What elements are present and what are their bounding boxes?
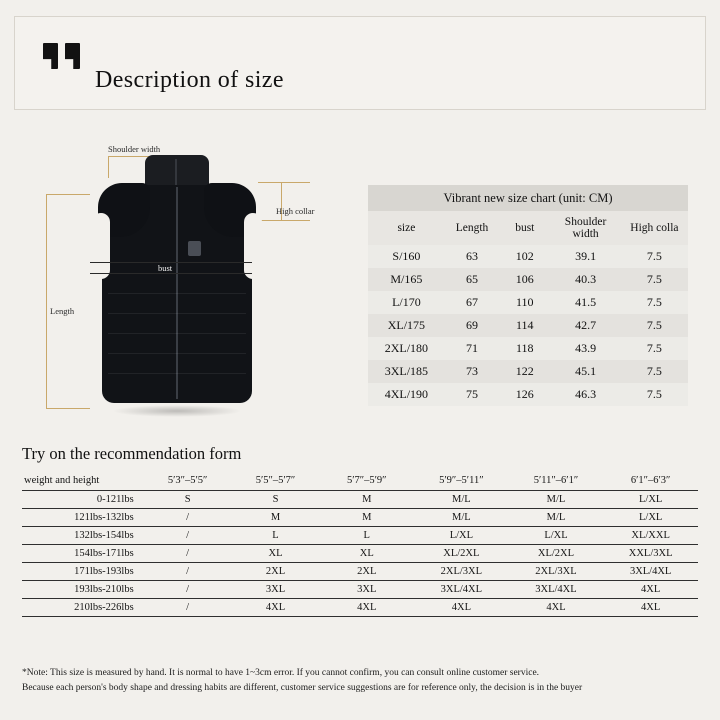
cell-size: 2XL/3XL (509, 563, 604, 581)
cell-shoulder: 43.9 (575, 341, 597, 356)
size-chart-col-shoulder-width: Shoulder width (550, 211, 620, 245)
size-chart-title: Vibrant new size chart (unit: CM) (368, 185, 688, 211)
cell-weight: 132lbs-154lbs (22, 527, 144, 545)
cell-size: M/L (414, 491, 509, 509)
size-chart-col-bust: bust (499, 211, 550, 245)
rec-col-4: 5′9″–5′11″ (414, 472, 509, 491)
table-row (22, 509, 698, 527)
cell-size: M (319, 509, 414, 527)
length-label: Length (50, 306, 75, 316)
cell-size: / (144, 599, 232, 617)
cell-size: L/XL (603, 491, 698, 509)
table-row (368, 314, 688, 337)
cell-collar: 7.5 (646, 249, 662, 264)
cell-length: 71 (465, 341, 478, 356)
length-line (46, 194, 47, 409)
cell-size: XXL/3XL (603, 545, 698, 563)
cell-length: 69 (465, 318, 478, 333)
cell-weight: 210lbs-226lbs (22, 599, 144, 617)
cell-weight: 154lbs-171lbs (22, 545, 144, 563)
table-row (22, 491, 698, 509)
size-chart (368, 185, 688, 406)
cell-size: 4XL (319, 599, 414, 617)
vest-quilt-line (108, 353, 246, 354)
recommendation-title: Try on the recommendation form (22, 444, 242, 463)
rec-col-6: 6′1″–6′3″ (603, 472, 698, 491)
cell-length: 63 (465, 249, 478, 264)
cell-collar: 7.5 (646, 295, 662, 310)
cell-shoulder: 46.3 (575, 387, 597, 402)
cell-collar: 7.5 (646, 387, 662, 402)
rec-col-weight-height: weight and height (22, 472, 144, 491)
vest-quilt-line (108, 313, 246, 314)
recommendation-table (22, 472, 698, 617)
cell-size: XL/175 (387, 318, 426, 333)
cell-size: 2XL (319, 563, 414, 581)
cell-length: 65 (465, 272, 478, 287)
cell-bust: 106 (515, 272, 534, 287)
cell-size: XL (232, 545, 320, 563)
cell-bust: 102 (515, 249, 534, 264)
cell-size: M (232, 509, 320, 527)
cell-size: M/L (509, 509, 604, 527)
rec-col-1: 5′3″–5′5″ (144, 472, 232, 491)
high-collar-line-bottom (258, 220, 310, 221)
cell-size: / (144, 509, 232, 527)
cell-size: 4XL (603, 581, 698, 599)
cell-length: 73 (465, 364, 478, 379)
cell-bust: 114 (516, 318, 534, 333)
cell-collar: 7.5 (646, 341, 662, 356)
rec-col-2: 5′5″–5′7″ (232, 472, 320, 491)
cell-size: 2XL/180 (384, 341, 429, 356)
vest-quilt-line (108, 373, 246, 374)
table-row (22, 581, 698, 599)
table-row (22, 527, 698, 545)
cell-weight: 0-121lbs (22, 491, 144, 509)
length-tick-top (46, 194, 90, 195)
vest-shadow (112, 405, 242, 417)
vest-quilt-line (108, 333, 246, 334)
cell-size: L/170 (392, 295, 421, 310)
cell-collar: 7.5 (646, 318, 662, 333)
cell-size: XL/2XL (414, 545, 509, 563)
cell-shoulder: 42.7 (575, 318, 597, 333)
cell-bust: 122 (515, 364, 534, 379)
shoulder-width-label: Shoulder width (108, 144, 161, 154)
cell-size: L/XL (603, 509, 698, 527)
notes-section (22, 666, 712, 695)
recommendation-header-row (22, 472, 698, 491)
size-chart-table (368, 211, 688, 406)
cell-shoulder: 40.3 (575, 272, 597, 287)
cell-bust: 126 (515, 387, 534, 402)
table-row (368, 337, 688, 360)
cell-size: 4XL (232, 599, 320, 617)
cell-bust: 110 (516, 295, 534, 310)
cell-size: S/160 (392, 249, 421, 264)
cell-size: XL (319, 545, 414, 563)
cell-weight: 171lbs-193lbs (22, 563, 144, 581)
cell-size: S (144, 491, 232, 509)
table-row (368, 360, 688, 383)
cell-shoulder: 45.1 (575, 364, 597, 379)
product-illustration (30, 130, 360, 430)
cell-collar: 7.5 (646, 272, 662, 287)
cell-size: 4XL/190 (384, 387, 429, 402)
cell-weight: 193lbs-210lbs (22, 581, 144, 599)
cell-size: L/XL (414, 527, 509, 545)
cell-size: 4XL (603, 599, 698, 617)
table-row (368, 291, 688, 314)
cell-size: L (319, 527, 414, 545)
cell-size: 3XL (232, 581, 320, 599)
bust-label: bust (158, 263, 173, 273)
rec-col-3: 5′7″–5′9″ (319, 472, 414, 491)
cell-collar: 7.5 (646, 364, 662, 379)
cell-size: L/XL (509, 527, 604, 545)
cell-size: M/165 (390, 272, 423, 287)
cell-size: 4XL (414, 599, 509, 617)
cell-size: 3XL/185 (384, 364, 429, 379)
table-row (368, 383, 688, 406)
cell-shoulder: 41.5 (575, 295, 597, 310)
cell-size: XL/2XL (509, 545, 604, 563)
cell-size: 3XL (319, 581, 414, 599)
table-row (22, 545, 698, 563)
rec-col-5: 5′11″–6′1″ (509, 472, 604, 491)
length-tick-bottom (46, 408, 90, 409)
cell-size: M/L (414, 509, 509, 527)
page-title: Description of size (95, 67, 284, 93)
cell-bust: 118 (516, 341, 534, 356)
note-line-2: Because each person's body shape and dressing habits are different, customer service suggestions are for reference only, the decision is in the buyer (22, 682, 583, 693)
cell-size: M/L (509, 491, 604, 509)
size-chart-col-length: Length (445, 211, 499, 245)
vest-image (102, 155, 252, 403)
cell-size: 3XL/4XL (509, 581, 604, 599)
cell-size: S (232, 491, 320, 509)
size-chart-col-size: size (368, 211, 445, 245)
size-chart-col-high-collar: High colla (621, 211, 688, 245)
cell-length: 67 (465, 295, 478, 310)
cell-size: / (144, 527, 232, 545)
cell-size: / (144, 581, 232, 599)
cell-size: / (144, 545, 232, 563)
cell-size: XL/XXL (603, 527, 698, 545)
quote-mark-icon (43, 43, 80, 69)
vest-quilt-line (108, 293, 246, 294)
cell-size: 2XL (232, 563, 320, 581)
high-collar-label: High collar (276, 206, 315, 216)
table-row (368, 245, 688, 268)
high-collar-line-top (258, 182, 310, 183)
size-chart-header-row (368, 211, 688, 245)
cell-weight: 121lbs-132lbs (22, 509, 144, 527)
vest-badge (188, 241, 201, 256)
header-box (14, 16, 706, 110)
cell-size: M (319, 491, 414, 509)
cell-size: 3XL/4XL (414, 581, 509, 599)
cell-size: / (144, 563, 232, 581)
cell-size: 2XL/3XL (414, 563, 509, 581)
table-row (22, 599, 698, 617)
cell-shoulder: 39.1 (575, 249, 597, 264)
table-row (368, 268, 688, 291)
note-line-1: *Note: This size is measured by hand. It is normal to have 1~3cm error. If you cannot confirm, you can consult online customer service. (22, 668, 540, 678)
cell-size: 3XL/4XL (603, 563, 698, 581)
cell-size: 4XL (509, 599, 604, 617)
table-row (22, 563, 698, 581)
cell-length: 75 (465, 387, 478, 402)
cell-size: L (232, 527, 320, 545)
